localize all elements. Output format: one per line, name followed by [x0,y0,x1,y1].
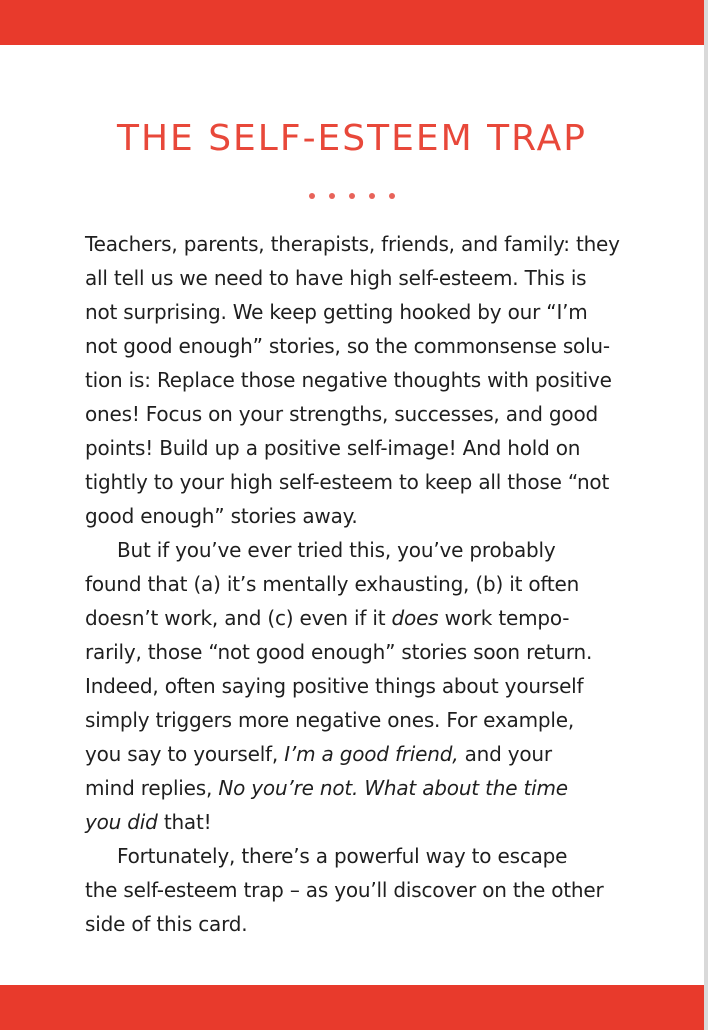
text-segment: not good enough” stories, so the commonsense solu- [85,334,610,358]
text-segment: found that (a) it’s mentally exhausting, (b) it often [85,572,580,596]
paragraph [85,839,635,941]
text-line [85,601,635,635]
text-segment: you say to yourself, [85,742,285,766]
text-line [85,295,635,329]
italic-text: No you’re not. What about the time [218,776,568,800]
text-line [85,533,635,567]
text-line [85,227,635,261]
divider-dot [369,193,375,199]
text-line [85,363,635,397]
card-title: THE SELF-ESTEEM TRAP [116,118,588,159]
text-segment: good enough” stories away. [85,504,358,528]
dot-divider [0,188,704,202]
text-segment: side of this card. [85,912,248,936]
text-line [85,567,635,601]
text-segment: tightly to your high self-esteem to keep all those “not [85,470,610,494]
text-line [85,703,635,737]
text-segment: rarily, those “not good enough” stories soon return. [85,640,593,664]
text-segment: all tell us we need to have high self-esteem. This is [85,266,587,290]
card-edge [704,0,708,1030]
italic-text: you did [85,810,158,834]
text-line [85,261,635,295]
text-line [85,873,635,907]
divider-dot [309,193,315,199]
text-segment: simply triggers more negative ones. For example, [85,708,575,732]
text-segment: tion is: Replace those negative thoughts with positive [85,368,612,392]
text-line [85,907,635,941]
text-line [85,397,635,431]
text-segment: and your [458,742,552,766]
italic-text: does [391,606,439,630]
text-segment: But if you’ve ever tried this, you’ve probably [117,538,556,562]
text-segment: ones! Focus on your strengths, successes, and good [85,402,598,426]
paragraph [85,533,635,839]
divider-dot [349,193,355,199]
text-line [85,805,635,839]
italic-text: I’m a good friend, [284,742,459,766]
text-segment: that! [157,810,212,834]
text-line [85,431,635,465]
bottom-accent-band [0,985,704,1030]
text-line [85,465,635,499]
text-line [85,329,635,363]
text-segment: doesn’t work, and (c) even if it [85,606,392,630]
text-segment: points! Build up a positive self-image! And hold on [85,436,581,460]
text-line [85,771,635,805]
text-line [85,839,635,873]
text-segment: mind replies, [85,776,219,800]
text-line [85,737,635,771]
text-segment: Fortunately, there’s a powerful way to escape [117,844,568,868]
top-accent-band [0,0,704,45]
text-segment: Indeed, often saying positive things about yourself [85,674,584,698]
text-segment: not surprising. We keep getting hooked by our “I’m [85,300,588,324]
text-segment: the self-esteem trap – as you’ll discover on the other [85,878,604,902]
text-line [85,669,635,703]
paragraph [85,227,635,533]
text-segment: work tempo- [438,606,570,630]
text-line [85,499,635,533]
text-line [85,635,635,669]
text-segment: Teachers, parents, therapists, friends, and family: they [85,232,620,256]
divider-dot [389,193,395,199]
card-body [85,227,635,941]
divider-dot [329,193,335,199]
